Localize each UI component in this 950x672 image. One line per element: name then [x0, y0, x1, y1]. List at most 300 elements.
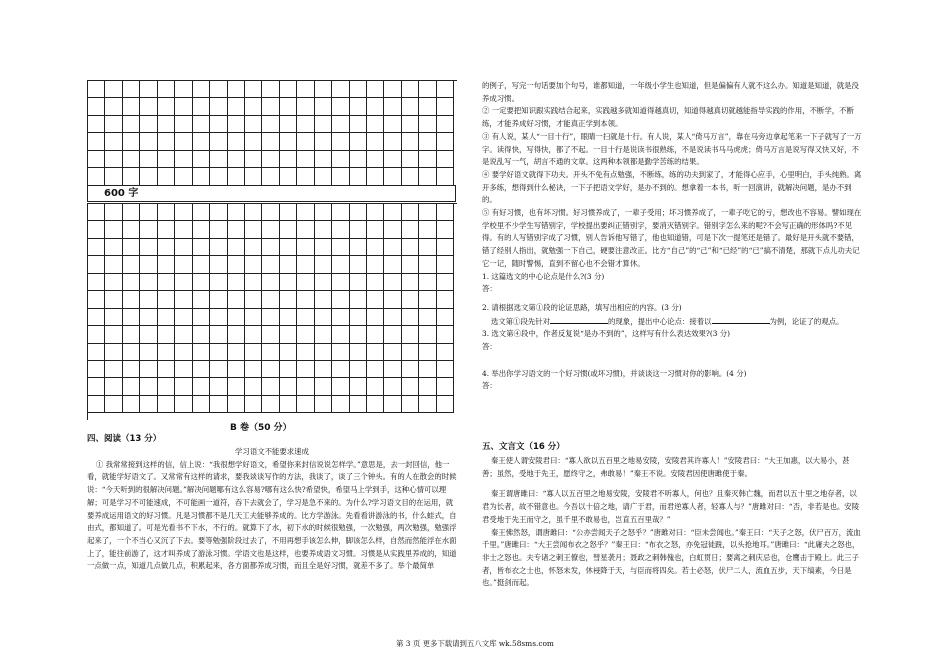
grid-cell[interactable]	[158, 98, 175, 115]
grid-cell[interactable]	[419, 98, 436, 115]
grid-cell[interactable]	[419, 221, 436, 238]
grid-cell[interactable]	[315, 309, 332, 326]
grid-cell[interactable]	[262, 204, 279, 221]
grid-cell[interactable]	[437, 378, 454, 395]
grid-cell[interactable]	[419, 344, 436, 361]
grid-cell[interactable]	[245, 291, 262, 308]
grid-cell[interactable]	[105, 291, 122, 308]
grid-cell[interactable]	[367, 309, 384, 326]
grid-cell[interactable]	[210, 239, 227, 256]
grid-cell[interactable]	[140, 239, 157, 256]
grid-cell[interactable]	[158, 81, 175, 98]
grid-cell[interactable]	[193, 204, 210, 221]
grid-cell[interactable]	[297, 151, 314, 168]
grid-cell[interactable]	[88, 168, 105, 185]
grid-cell[interactable]	[419, 168, 436, 185]
grid-cell[interactable]	[140, 168, 157, 185]
grid-cell[interactable]	[140, 81, 157, 98]
grid-cell[interactable]	[88, 98, 105, 115]
grid-cell[interactable]	[123, 378, 140, 395]
grid-cell[interactable]	[384, 98, 401, 115]
grid-cell[interactable]	[262, 291, 279, 308]
grid-cell[interactable]	[297, 378, 314, 395]
grid-cell[interactable]	[297, 116, 314, 133]
grid-cell[interactable]	[158, 116, 175, 133]
grid-cell[interactable]	[402, 396, 419, 413]
grid-cell[interactable]	[123, 204, 140, 221]
grid-cell[interactable]	[228, 396, 245, 413]
grid-cell[interactable]	[402, 133, 419, 150]
grid-cell[interactable]	[88, 204, 105, 221]
grid-cell[interactable]	[210, 344, 227, 361]
grid-cell[interactable]	[105, 309, 122, 326]
grid-cell[interactable]	[297, 361, 314, 378]
grid-cell[interactable]	[245, 221, 262, 238]
grid-cell[interactable]	[175, 309, 192, 326]
grid-cell[interactable]	[158, 221, 175, 238]
grid-cell[interactable]	[105, 98, 122, 115]
grid-cell[interactable]	[437, 274, 454, 291]
grid-cell[interactable]	[193, 274, 210, 291]
grid-cell[interactable]	[175, 98, 192, 115]
grid-cell[interactable]	[437, 344, 454, 361]
grid-cell[interactable]	[210, 168, 227, 185]
grid-cell[interactable]	[367, 81, 384, 98]
grid-cell[interactable]	[228, 221, 245, 238]
grid-cell[interactable]	[123, 396, 140, 413]
grid-cell[interactable]	[88, 291, 105, 308]
grid-cell[interactable]	[384, 344, 401, 361]
grid-cell[interactable]	[228, 274, 245, 291]
grid-cell[interactable]	[402, 116, 419, 133]
grid-cell[interactable]	[140, 274, 157, 291]
grid-cell[interactable]	[105, 326, 122, 343]
answer-line-4[interactable]: 答：	[482, 381, 497, 391]
grid-cell[interactable]	[175, 151, 192, 168]
grid-cell[interactable]	[245, 133, 262, 150]
grid-cell[interactable]	[350, 378, 367, 395]
grid-cell[interactable]	[367, 326, 384, 343]
grid-cell[interactable]	[367, 133, 384, 150]
grid-cell[interactable]	[419, 378, 436, 395]
grid-cell[interactable]	[210, 204, 227, 221]
grid-cell[interactable]	[280, 168, 297, 185]
grid-cell[interactable]	[437, 361, 454, 378]
grid-cell[interactable]	[332, 344, 349, 361]
q2-blank-1[interactable]	[550, 315, 608, 324]
grid-cell[interactable]	[332, 378, 349, 395]
grid-cell[interactable]	[193, 309, 210, 326]
grid-cell[interactable]	[245, 204, 262, 221]
grid-cell[interactable]	[262, 133, 279, 150]
grid-cell[interactable]	[123, 116, 140, 133]
grid-cell[interactable]	[437, 204, 454, 221]
grid-cell[interactable]	[158, 239, 175, 256]
grid-cell[interactable]	[245, 326, 262, 343]
grid-cell[interactable]	[193, 378, 210, 395]
grid-cell[interactable]	[193, 133, 210, 150]
grid-cell[interactable]	[245, 239, 262, 256]
grid-cell[interactable]	[280, 81, 297, 98]
grid-cell[interactable]	[158, 344, 175, 361]
grid-cell[interactable]	[123, 291, 140, 308]
grid-cell[interactable]	[367, 168, 384, 185]
grid-cell[interactable]	[210, 396, 227, 413]
grid-cell[interactable]	[245, 168, 262, 185]
grid-cell[interactable]	[105, 361, 122, 378]
grid-cell[interactable]	[315, 81, 332, 98]
grid-cell[interactable]	[350, 151, 367, 168]
grid-cell[interactable]	[140, 344, 157, 361]
grid-cell[interactable]	[228, 256, 245, 273]
grid-cell[interactable]	[402, 309, 419, 326]
grid-cell[interactable]	[437, 309, 454, 326]
grid-cell[interactable]	[402, 81, 419, 98]
grid-cell[interactable]	[228, 378, 245, 395]
grid-cell[interactable]	[105, 221, 122, 238]
grid-cell[interactable]	[402, 361, 419, 378]
grid-cell[interactable]	[88, 309, 105, 326]
grid-cell[interactable]	[193, 396, 210, 413]
grid-cell[interactable]	[88, 81, 105, 98]
grid-cell[interactable]	[332, 204, 349, 221]
grid-cell[interactable]	[210, 361, 227, 378]
grid-cell[interactable]	[419, 361, 436, 378]
grid-cell[interactable]	[158, 361, 175, 378]
grid-cell[interactable]	[158, 151, 175, 168]
grid-cell[interactable]	[193, 291, 210, 308]
grid-cell[interactable]	[315, 344, 332, 361]
grid-cell[interactable]	[402, 151, 419, 168]
grid-cell[interactable]	[315, 204, 332, 221]
grid-cell[interactable]	[123, 133, 140, 150]
grid-cell[interactable]	[158, 168, 175, 185]
grid-cell[interactable]	[262, 98, 279, 115]
grid-cell[interactable]	[315, 98, 332, 115]
grid-cell[interactable]	[280, 309, 297, 326]
grid-cell[interactable]	[245, 98, 262, 115]
grid-cell[interactable]	[437, 98, 454, 115]
grid-cell[interactable]	[175, 396, 192, 413]
grid-cell[interactable]	[193, 344, 210, 361]
grid-cell[interactable]	[384, 151, 401, 168]
grid-cell[interactable]	[437, 81, 454, 98]
grid-cell[interactable]	[123, 274, 140, 291]
grid-cell[interactable]	[297, 239, 314, 256]
grid-cell[interactable]	[297, 344, 314, 361]
grid-cell[interactable]	[193, 116, 210, 133]
grid-cell[interactable]	[262, 396, 279, 413]
grid-cell[interactable]	[140, 378, 157, 395]
grid-cell[interactable]	[210, 309, 227, 326]
grid-cell[interactable]	[367, 361, 384, 378]
grid-cell[interactable]	[123, 256, 140, 273]
grid-cell[interactable]	[228, 239, 245, 256]
grid-cell[interactable]	[384, 256, 401, 273]
grid-cell[interactable]	[175, 204, 192, 221]
grid-cell[interactable]	[123, 168, 140, 185]
grid-cell[interactable]	[193, 221, 210, 238]
grid-cell[interactable]	[105, 151, 122, 168]
grid-cell[interactable]	[105, 204, 122, 221]
grid-cell[interactable]	[158, 204, 175, 221]
grid-cell[interactable]	[315, 361, 332, 378]
grid-cell[interactable]	[350, 204, 367, 221]
grid-cell[interactable]	[210, 116, 227, 133]
grid-cell[interactable]	[140, 256, 157, 273]
grid-cell[interactable]	[332, 81, 349, 98]
grid-cell[interactable]	[158, 291, 175, 308]
grid-cell[interactable]	[402, 256, 419, 273]
grid-cell[interactable]	[193, 326, 210, 343]
grid-cell[interactable]	[350, 326, 367, 343]
grid-cell[interactable]	[210, 274, 227, 291]
grid-cell[interactable]	[315, 326, 332, 343]
grid-cell[interactable]	[367, 151, 384, 168]
grid-cell[interactable]	[297, 309, 314, 326]
grid-cell[interactable]	[280, 151, 297, 168]
grid-cell[interactable]	[350, 221, 367, 238]
grid-cell[interactable]	[437, 256, 454, 273]
grid-cell[interactable]	[105, 168, 122, 185]
grid-cell[interactable]	[437, 221, 454, 238]
grid-cell[interactable]	[158, 326, 175, 343]
grid-cell[interactable]	[88, 151, 105, 168]
grid-cell[interactable]	[350, 168, 367, 185]
grid-cell[interactable]	[193, 151, 210, 168]
grid-cell[interactable]	[228, 151, 245, 168]
grid-cell[interactable]	[245, 256, 262, 273]
grid-cell[interactable]	[384, 239, 401, 256]
grid-cell[interactable]	[262, 256, 279, 273]
grid-cell[interactable]	[315, 151, 332, 168]
grid-cell[interactable]	[437, 291, 454, 308]
grid-cell[interactable]	[123, 361, 140, 378]
grid-cell[interactable]	[350, 116, 367, 133]
grid-cell[interactable]	[140, 396, 157, 413]
grid-cell[interactable]	[262, 378, 279, 395]
grid-cell[interactable]	[88, 274, 105, 291]
grid-cell[interactable]	[123, 326, 140, 343]
grid-cell[interactable]	[402, 98, 419, 115]
grid-cell[interactable]	[123, 239, 140, 256]
grid-cell[interactable]	[158, 133, 175, 150]
grid-cell[interactable]	[402, 168, 419, 185]
grid-cell[interactable]	[88, 361, 105, 378]
grid-cell[interactable]	[367, 204, 384, 221]
grid-cell[interactable]	[332, 326, 349, 343]
grid-cell[interactable]	[297, 98, 314, 115]
grid-cell[interactable]	[384, 361, 401, 378]
grid-cell[interactable]	[315, 378, 332, 395]
grid-cell[interactable]	[297, 81, 314, 98]
grid-cell[interactable]	[262, 344, 279, 361]
grid-cell[interactable]	[297, 291, 314, 308]
grid-cell[interactable]	[140, 326, 157, 343]
grid-cell[interactable]	[332, 168, 349, 185]
grid-cell[interactable]	[280, 326, 297, 343]
grid-cell[interactable]	[280, 133, 297, 150]
grid-cell[interactable]	[175, 221, 192, 238]
grid-cell[interactable]	[175, 291, 192, 308]
grid-cell[interactable]	[402, 326, 419, 343]
grid-cell[interactable]	[350, 309, 367, 326]
grid-cell[interactable]	[105, 239, 122, 256]
grid-cell[interactable]	[315, 133, 332, 150]
grid-cell[interactable]	[367, 256, 384, 273]
grid-cell[interactable]	[88, 133, 105, 150]
grid-cell[interactable]	[140, 361, 157, 378]
grid-cell[interactable]	[175, 239, 192, 256]
grid-cell[interactable]	[384, 291, 401, 308]
grid-cell[interactable]	[245, 309, 262, 326]
grid-cell[interactable]	[262, 309, 279, 326]
grid-cell[interactable]	[402, 239, 419, 256]
grid-cell[interactable]	[419, 133, 436, 150]
grid-cell[interactable]	[158, 274, 175, 291]
grid-cell[interactable]	[437, 133, 454, 150]
grid-cell[interactable]	[402, 221, 419, 238]
grid-cell[interactable]	[280, 204, 297, 221]
grid-cell[interactable]	[140, 291, 157, 308]
grid-cell[interactable]	[175, 344, 192, 361]
grid-cell[interactable]	[367, 98, 384, 115]
grid-cell[interactable]	[175, 326, 192, 343]
grid-cell[interactable]	[280, 116, 297, 133]
grid-cell[interactable]	[367, 221, 384, 238]
grid-cell[interactable]	[210, 291, 227, 308]
q2-blank-2[interactable]	[712, 315, 770, 324]
grid-cell[interactable]	[350, 239, 367, 256]
grid-cell[interactable]	[367, 291, 384, 308]
grid-cell[interactable]	[280, 344, 297, 361]
grid-cell[interactable]	[228, 309, 245, 326]
grid-cell[interactable]	[228, 204, 245, 221]
grid-cell[interactable]	[419, 239, 436, 256]
grid-cell[interactable]	[315, 291, 332, 308]
grid-cell[interactable]	[384, 274, 401, 291]
grid-cell[interactable]	[437, 168, 454, 185]
grid-cell[interactable]	[437, 239, 454, 256]
grid-cell[interactable]	[384, 326, 401, 343]
grid-cell[interactable]	[123, 221, 140, 238]
grid-cell[interactable]	[140, 151, 157, 168]
grid-cell[interactable]	[228, 81, 245, 98]
grid-cell[interactable]	[350, 256, 367, 273]
grid-cell[interactable]	[419, 309, 436, 326]
grid-cell[interactable]	[297, 256, 314, 273]
grid-cell[interactable]	[105, 116, 122, 133]
grid-cell[interactable]	[402, 378, 419, 395]
grid-cell[interactable]	[332, 361, 349, 378]
grid-cell[interactable]	[384, 116, 401, 133]
grid-cell[interactable]	[419, 396, 436, 413]
grid-cell[interactable]	[140, 133, 157, 150]
grid-cell[interactable]	[437, 326, 454, 343]
grid-cell[interactable]	[245, 274, 262, 291]
grid-cell[interactable]	[158, 309, 175, 326]
grid-cell[interactable]	[280, 256, 297, 273]
grid-cell[interactable]	[193, 361, 210, 378]
grid-cell[interactable]	[367, 274, 384, 291]
grid-cell[interactable]	[123, 81, 140, 98]
grid-cell[interactable]	[297, 396, 314, 413]
grid-cell[interactable]	[332, 221, 349, 238]
grid-cell[interactable]	[419, 256, 436, 273]
grid-cell[interactable]	[228, 344, 245, 361]
grid-cell[interactable]	[105, 378, 122, 395]
grid-cell[interactable]	[350, 274, 367, 291]
grid-cell[interactable]	[384, 378, 401, 395]
grid-cell[interactable]	[297, 274, 314, 291]
grid-cell[interactable]	[123, 344, 140, 361]
grid-cell[interactable]	[262, 81, 279, 98]
grid-cell[interactable]	[105, 133, 122, 150]
grid-cell[interactable]	[175, 361, 192, 378]
grid-cell[interactable]	[419, 326, 436, 343]
grid-cell[interactable]	[384, 221, 401, 238]
grid-cell[interactable]	[228, 361, 245, 378]
grid-cell[interactable]	[193, 239, 210, 256]
grid-cell[interactable]	[384, 133, 401, 150]
grid-cell[interactable]	[315, 274, 332, 291]
grid-cell[interactable]	[105, 256, 122, 273]
grid-cell[interactable]	[332, 98, 349, 115]
grid-cell[interactable]	[384, 168, 401, 185]
grid-cell[interactable]	[262, 168, 279, 185]
grid-cell[interactable]	[140, 309, 157, 326]
grid-cell[interactable]	[245, 396, 262, 413]
grid-cell[interactable]	[210, 256, 227, 273]
grid-cell[interactable]	[297, 326, 314, 343]
grid-cell[interactable]	[245, 361, 262, 378]
grid-cell[interactable]	[245, 378, 262, 395]
grid-cell[interactable]	[193, 256, 210, 273]
grid-cell[interactable]	[228, 168, 245, 185]
grid-cell[interactable]	[175, 168, 192, 185]
grid-cell[interactable]	[158, 378, 175, 395]
grid-cell[interactable]	[315, 256, 332, 273]
grid-cell[interactable]	[88, 378, 105, 395]
grid-cell[interactable]	[419, 291, 436, 308]
grid-cell[interactable]	[367, 378, 384, 395]
grid-cell[interactable]	[315, 168, 332, 185]
grid-cell[interactable]	[175, 378, 192, 395]
grid-cell[interactable]	[402, 344, 419, 361]
grid-cell[interactable]	[228, 116, 245, 133]
grid-cell[interactable]	[332, 151, 349, 168]
grid-cell[interactable]	[419, 116, 436, 133]
grid-cell[interactable]	[140, 204, 157, 221]
grid-cell[interactable]	[245, 151, 262, 168]
answer-line-3[interactable]: 答：	[482, 342, 497, 352]
grid-cell[interactable]	[315, 239, 332, 256]
grid-cell[interactable]	[332, 291, 349, 308]
grid-cell[interactable]	[367, 344, 384, 361]
grid-cell[interactable]	[262, 239, 279, 256]
grid-cell[interactable]	[210, 98, 227, 115]
grid-cell[interactable]	[332, 256, 349, 273]
grid-cell[interactable]	[280, 239, 297, 256]
grid-cell[interactable]	[262, 361, 279, 378]
grid-cell[interactable]	[332, 274, 349, 291]
grid-cell[interactable]	[402, 274, 419, 291]
grid-cell[interactable]	[175, 81, 192, 98]
grid-cell[interactable]	[437, 396, 454, 413]
grid-cell[interactable]	[210, 378, 227, 395]
grid-cell[interactable]	[262, 116, 279, 133]
grid-cell[interactable]	[228, 133, 245, 150]
